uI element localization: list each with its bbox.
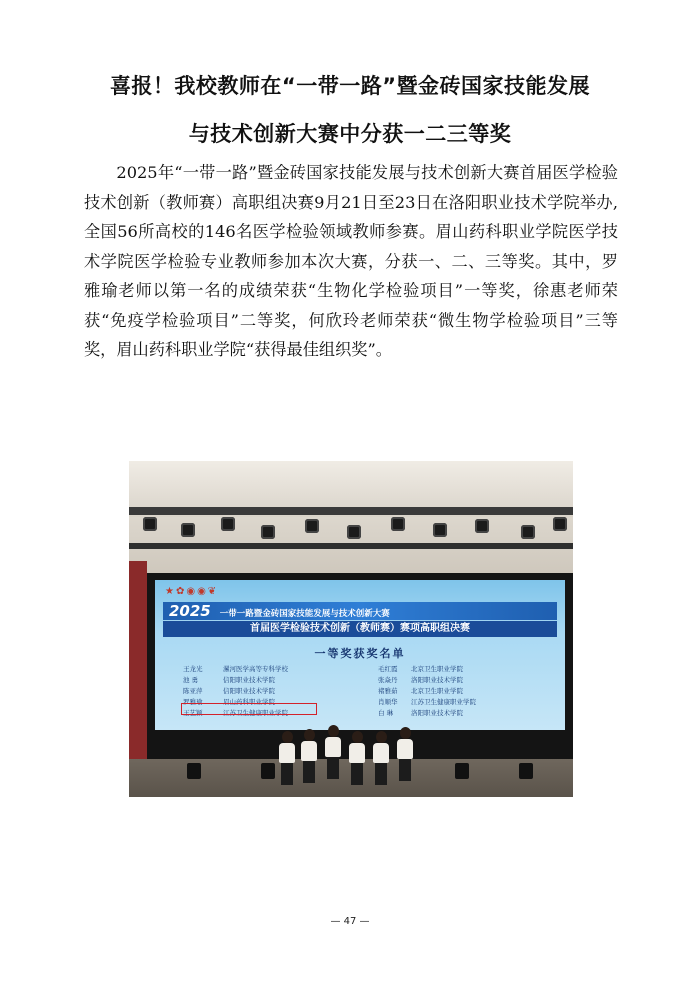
stage-light-icon bbox=[391, 517, 405, 531]
stage-light-icon bbox=[181, 523, 195, 537]
page-number: — 47 — bbox=[330, 916, 370, 927]
winner-name: 白 琳 bbox=[378, 709, 394, 717]
winner-school: 江苏卫生健康职业学院 bbox=[411, 698, 476, 706]
title-line-1: 喜报！我校教师在“一带一路”暨金砖国家技能发展 bbox=[109, 74, 591, 98]
floor-light-icon bbox=[519, 763, 533, 779]
event-banner bbox=[163, 602, 557, 620]
screen-display bbox=[155, 580, 565, 730]
person-figure bbox=[397, 727, 413, 781]
winner-school: 北京卫生职业学院 bbox=[411, 687, 463, 695]
winner-school: 江苏卫生健康职业学院 bbox=[223, 709, 288, 717]
person-figure bbox=[349, 731, 365, 785]
stage-light-icon bbox=[305, 519, 319, 533]
winner-name: 肖顺华 bbox=[378, 698, 398, 706]
winner-school: 信阳职业技术学院 bbox=[223, 687, 275, 695]
winner-row bbox=[183, 686, 543, 697]
banner-year: 2025 bbox=[169, 602, 211, 620]
stage-light-icon bbox=[221, 517, 235, 531]
winner-row bbox=[183, 675, 543, 686]
winner-name: 张焱丹 bbox=[378, 676, 398, 684]
stage-light-icon bbox=[261, 525, 275, 539]
winner-school: 洛阳职业技术学院 bbox=[411, 709, 463, 717]
person-figure bbox=[301, 729, 317, 783]
winner-school: 眉山药科职业学院 bbox=[223, 698, 275, 706]
award-list-title: 一等奖获奖名单 bbox=[314, 647, 406, 660]
person-figure bbox=[373, 731, 389, 785]
banner-line-1: 一带一路暨金砖国家技能发展与技术创新大赛 bbox=[219, 609, 390, 619]
lighting-rig-lower bbox=[129, 543, 573, 549]
floor-light-icon bbox=[455, 763, 469, 779]
winner-name: 罗雅瑜 bbox=[183, 698, 203, 706]
winner-name: 褚雅茹 bbox=[378, 687, 398, 695]
floor-light-icon bbox=[261, 763, 275, 779]
stage-light-icon bbox=[433, 523, 447, 537]
winner-school: 北京卫生职业学院 bbox=[411, 665, 463, 673]
winner-name: 王艺颖 bbox=[183, 709, 203, 717]
highlight-box bbox=[181, 703, 317, 715]
winner-name: 王龙光 bbox=[183, 665, 203, 673]
article-paragraph: 2025年“一带一路”暨金砖国家技能发展与技术创新大赛首届医学检验技术创新（教师赛）高职组决赛9月21日至23日在洛阳职业技术学院举办,全国56所高校的146名医学检验领域教师参赛。眉山药科职业学院医学技术学院医学检验专业教师参加本次大赛，分获一、二、三等奖。其中，罗雅瑜老师以第一名的成绩荣获“生物化学检验项目”一等奖，徐惠老师荣获“免疫学检验项目”二等奖，何欣玲老师荣获“微生物学检验项目”三等奖，眉山药科职业学院“获得最佳组织奖”。 bbox=[84, 163, 618, 359]
stage-light-icon bbox=[553, 517, 567, 531]
winner-school: 洛阳职业技术学院 bbox=[411, 676, 463, 684]
stage-light-icon bbox=[475, 519, 489, 533]
winner-name: 陈亚萍 bbox=[183, 687, 203, 695]
winner-school: 信阳职业技术学院 bbox=[223, 676, 275, 684]
person-figure bbox=[279, 731, 295, 785]
award-ceremony-photo bbox=[129, 461, 573, 797]
winner-row bbox=[183, 664, 543, 675]
lighting-rig bbox=[129, 507, 573, 515]
stage-light-icon bbox=[347, 525, 361, 539]
stage-light-icon bbox=[143, 517, 157, 531]
winner-name: 池 勇 bbox=[183, 676, 199, 684]
winner-school: 漯河医学高等专科学校 bbox=[223, 665, 288, 673]
person-figure bbox=[325, 725, 341, 779]
banner-line-2: 首届医学检验技术创新（教师赛）赛项高职组决赛 bbox=[163, 621, 557, 637]
winner-name: 毛红霞 bbox=[378, 665, 398, 673]
title-line-2: 与技术创新大赛中分获一二三等奖 bbox=[188, 122, 512, 146]
stage-light-icon bbox=[521, 525, 535, 539]
sponsor-logos: ★✿◉◉❦ bbox=[165, 586, 219, 597]
floor-light-icon bbox=[187, 763, 201, 779]
